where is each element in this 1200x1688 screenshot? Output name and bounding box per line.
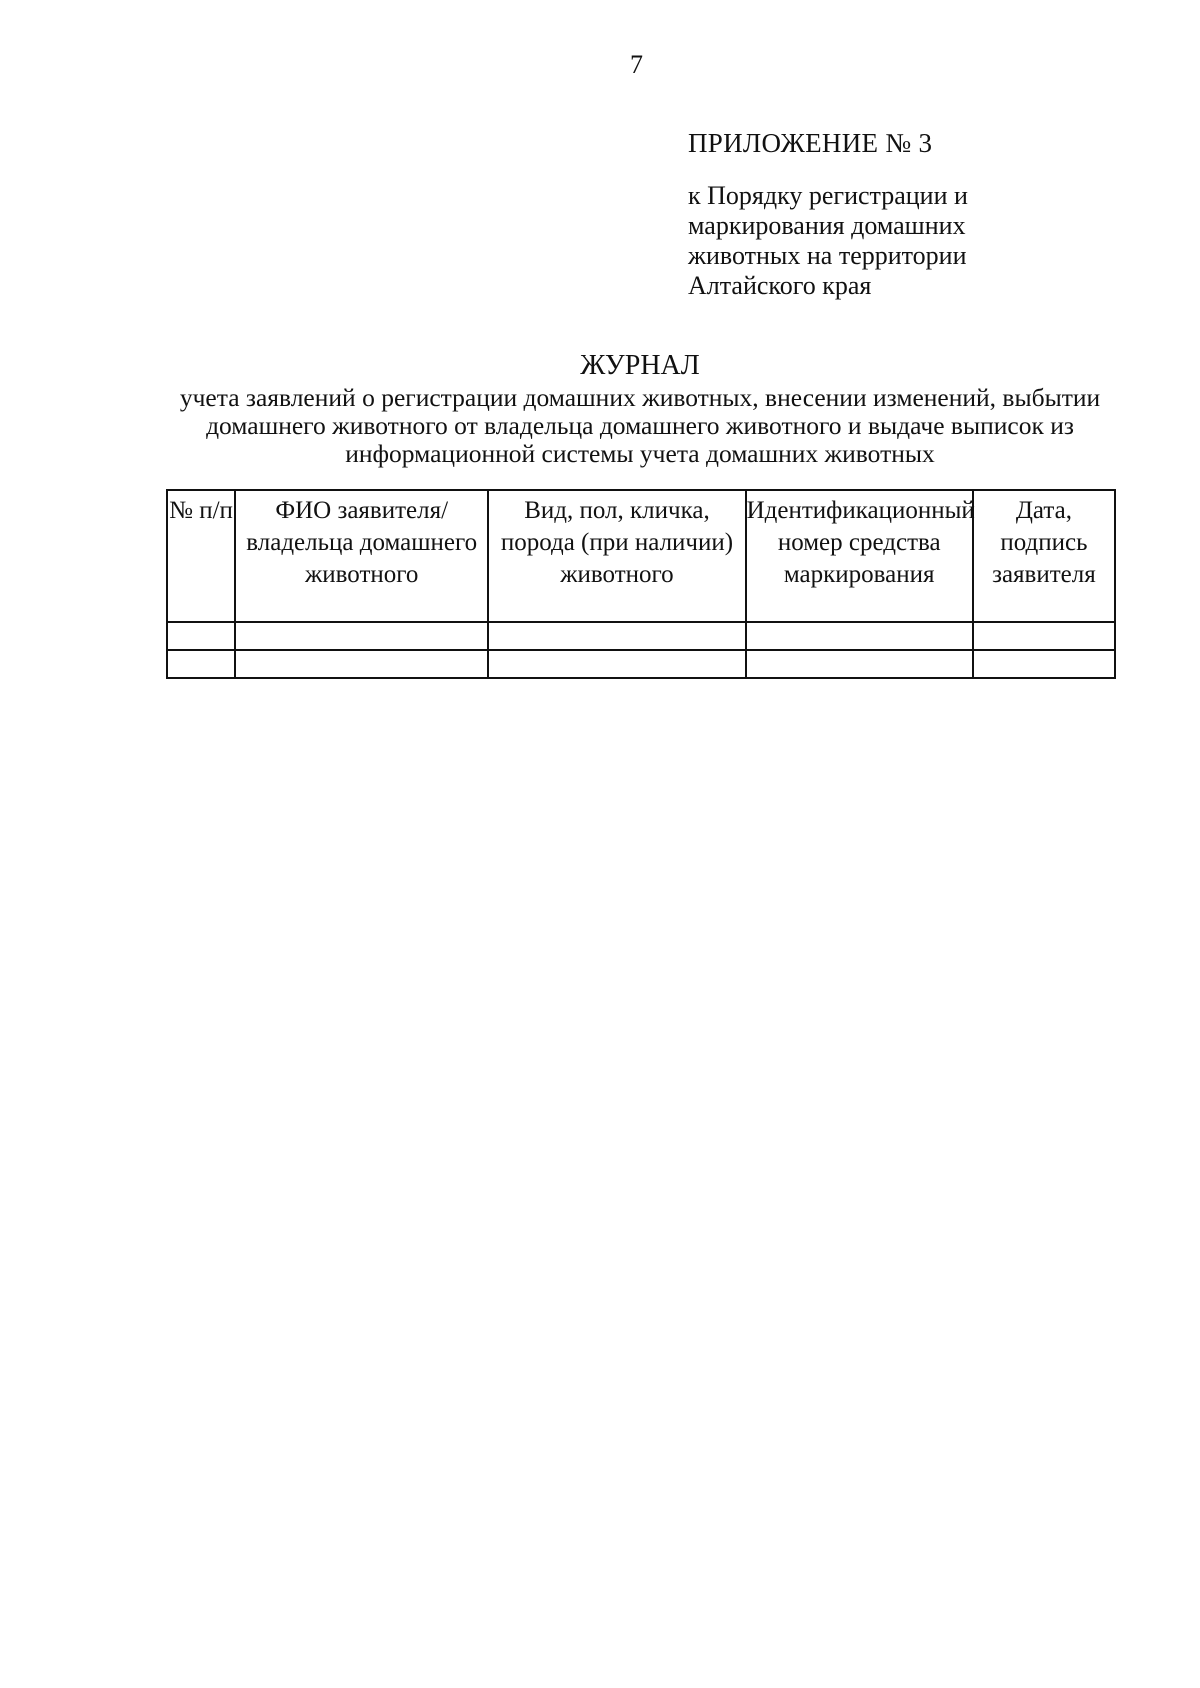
table-cell xyxy=(167,622,235,650)
table-cell xyxy=(235,622,488,650)
table-cell xyxy=(235,650,488,678)
column-header-marking-id: Идентификационный номер средства маркирования xyxy=(746,490,973,622)
table-cell xyxy=(746,622,973,650)
column-header-animal-details: Вид, пол, кличка, порода (при наличии) животного xyxy=(488,490,745,622)
table-row xyxy=(167,622,1115,650)
column-header-applicant-name: ФИО заявителя/владельца домашнего животного xyxy=(235,490,488,622)
appendix-block xyxy=(688,125,1168,301)
table-row xyxy=(167,650,1115,678)
table-cell xyxy=(973,650,1115,678)
table-cell xyxy=(167,650,235,678)
appendix-reference: к Порядку регистрации и маркирования домашних животных на территории Алтайского края xyxy=(688,181,968,300)
column-header-number: № п/п xyxy=(167,490,235,622)
table-cell xyxy=(973,622,1115,650)
table-header-row xyxy=(167,490,1115,622)
table-cell xyxy=(746,650,973,678)
journal-header xyxy=(160,350,1120,468)
journal-title: ЖУРНАЛ xyxy=(580,350,700,381)
page-number: 7 xyxy=(630,50,643,79)
journal-table xyxy=(166,489,1116,679)
journal-subtitle: учета заявлений о регистрации домашних животных, внесении изменений, выбытии домашнего животного от владельца домашнего животного и выдаче выписок из информационной системы учета домашних животных xyxy=(179,383,1101,468)
column-header-date-signature: Дата, подпись заявителя xyxy=(973,490,1115,622)
appendix-title: ПРИЛОЖЕНИЕ № 3 xyxy=(688,128,933,158)
table-cell xyxy=(488,622,745,650)
table-cell xyxy=(488,650,745,678)
